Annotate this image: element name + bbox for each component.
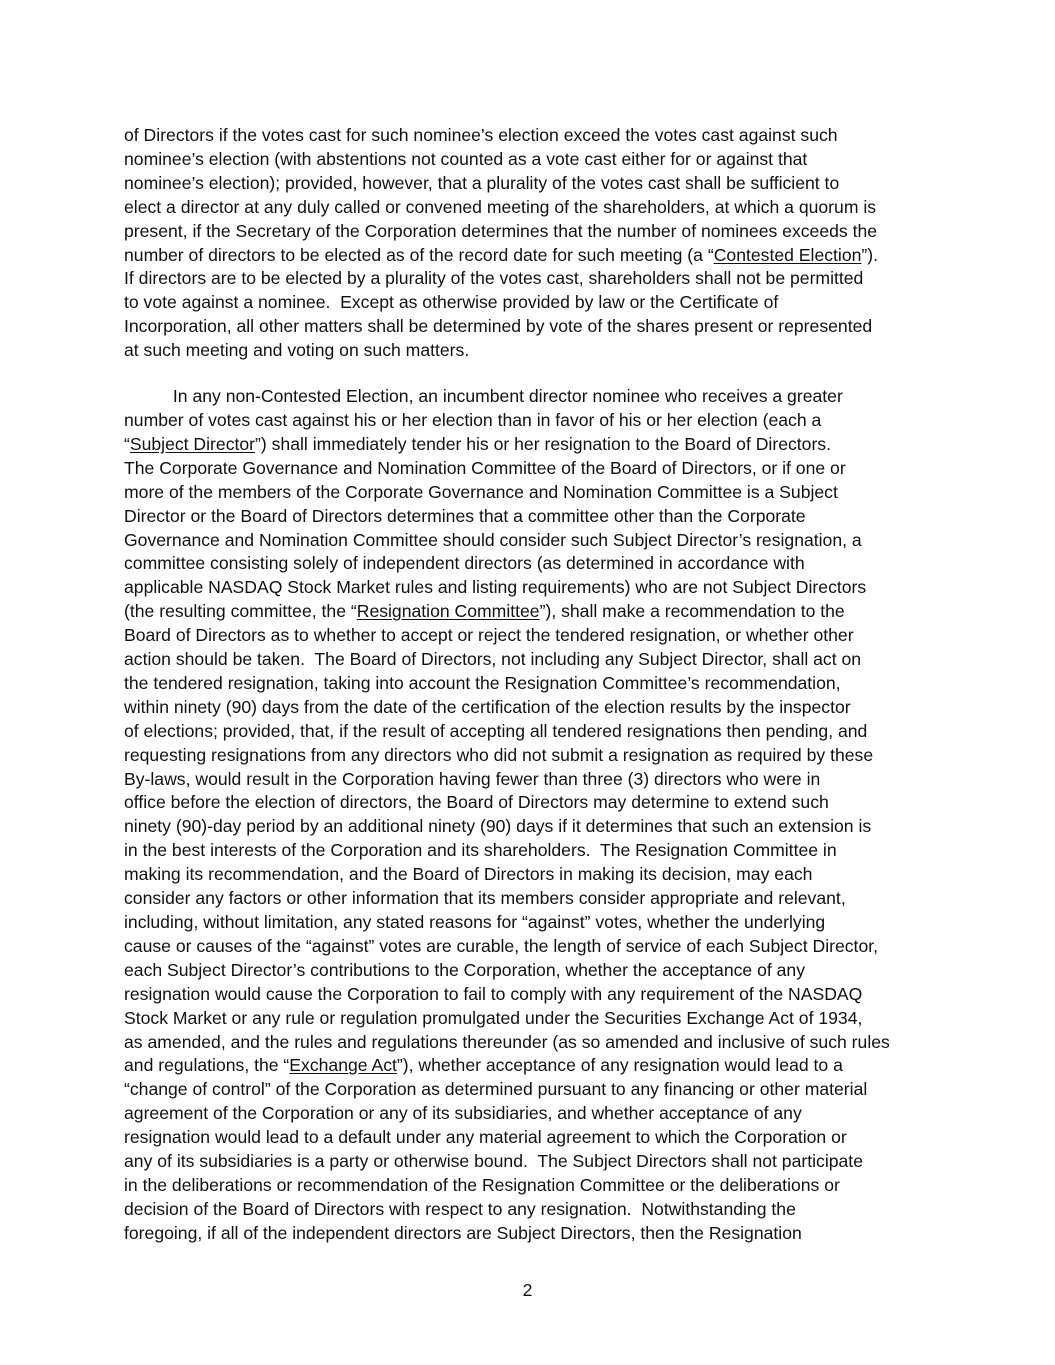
text-line: foregoing, if all of the independent directors are Subject Directors, then the Resignation [124, 1222, 802, 1243]
text-line: Incorporation, all other matters shall be determined by vote of the shares present or represented [124, 316, 873, 337]
text-line: as amended, and the rules and regulations thereunder (as so amended and inclusive of such rules [124, 1031, 890, 1052]
text-line: Governance and Nomination Committee should consider such Subject Director’s resignation, a [124, 529, 862, 550]
text-line: making its recommendation, and the Board of Directors in making its decision, may each [124, 864, 813, 885]
text-segment: ”). [861, 244, 878, 265]
page-number: 2 [522, 1280, 533, 1300]
defined-term: Subject Director [129, 433, 256, 454]
defined-term: Resignation Committee [356, 601, 540, 622]
text-line: nominee’s election (with abstentions not counted as a vote cast either for or against that [124, 148, 808, 169]
text-line: committee consisting solely of independent directors (as determined in accordance with [124, 553, 805, 574]
text-segment: ”) shall immediately tender his or her resignation to the Board of Directors. [255, 433, 831, 454]
text-line: present, if the Secretary of the Corporation determines that the number of nominees exceeds the [124, 220, 878, 241]
text-line: of elections; provided, that, if the result of accepting all tendered resignations then pending, and [124, 720, 868, 741]
paragraph-gap [124, 363, 934, 385]
text-segment: and regulations, the “ [124, 1055, 290, 1076]
text-line: ninety (90)-day period by an additional ninety (90) days if it determines that such an extension is [124, 816, 872, 837]
text-line: In any non-Contested Election, an incumbent director nominee who receives a greater [124, 386, 843, 407]
text-line: including, without limitation, any stated reasons for “against” votes, whether the underlying [124, 912, 826, 932]
defined-term: Exchange Act [289, 1055, 397, 1076]
text-line [124, 600, 934, 624]
text-segment: “ [124, 433, 130, 454]
text-line: consider any factors or other information that its members consider appropriate and relevant, [124, 888, 846, 909]
text-line: By-laws, would result in the Corporation having fewer than three (3) directors who were in [124, 768, 821, 789]
text-line: at such meeting and voting on such matters. [124, 340, 470, 361]
text-line: more of the members of the Corporate Governance and Nomination Committee is a Subject [124, 481, 838, 502]
text-line: action should be taken. The Board of Directors, not including any Subject Director, shall act on [124, 649, 862, 670]
text-line: the tendered resignation, taking into account the Resignation Committee’s recommendation, [124, 672, 841, 693]
text-line: decision of the Board of Directors with respect to any resignation. Notwithstanding the [124, 1198, 796, 1219]
text-line: any of its subsidiaries is a party or otherwise bound. The Subject Directors shall not participate [124, 1151, 863, 1172]
text-line: agreement of the Corporation or any of its subsidiaries, and whether acceptance of any [124, 1103, 802, 1124]
text-segment: number of directors to be elected as of the record date for such meeting (a “ [124, 244, 714, 265]
text-line: cause or causes of the “against” votes are curable, the length of service of each Subject Director, [124, 935, 879, 956]
text-line: Stock Market or any rule or regulation promulgated under the Securities Exchange Act of 1934, [124, 1007, 863, 1028]
text-line [124, 244, 934, 268]
text-line: applicable NASDAQ Stock Market rules and listing requirements) who are not Subject Directors [124, 577, 867, 598]
text-line: Director or the Board of Directors determines that a committee other than the Corporate [124, 505, 806, 526]
text-segment: ”), shall make a recommendation to the [539, 601, 845, 622]
text-line: The Corporate Governance and Nomination Committee of the Board of Directors, or if one or [124, 457, 846, 478]
text-segment: ”), whether acceptance of any resignation would lead to a [396, 1055, 843, 1076]
text-line: requesting resignations from any directors who did not submit a resignation as required by these [124, 744, 874, 765]
text-line: each Subject Director’s contributions to the Corporation, whether the acceptance of any [124, 959, 806, 980]
paragraph-1 [124, 124, 934, 363]
text-line: “change of control” of the Corporation as determined pursuant to any financing or other material [124, 1079, 868, 1100]
body-text [124, 124, 934, 1246]
text-line: within ninety (90) days from the date of the certification of the election results by the inspector [124, 696, 851, 717]
paragraph-2 [124, 385, 934, 1246]
text-line: If directors are to be elected by a plurality of the votes cast, shareholders shall not be permitted [124, 268, 864, 289]
text-segment: (the resulting committee, the “ [124, 601, 357, 622]
text-line [124, 1054, 934, 1078]
text-line: resignation would lead to a default under any material agreement to which the Corporation or [124, 1127, 847, 1148]
text-line: in the deliberations or recommendation of the Resignation Committee or the deliberations or [124, 1174, 840, 1195]
text-line: number of votes cast against his or her election than in favor of his or her election (each a [124, 409, 822, 430]
text-line: in the best interests of the Corporation and its shareholders. The Resignation Committee in [124, 840, 837, 861]
text-line: to vote against a nominee. Except as otherwise provided by law or the Certificate of [124, 292, 779, 313]
text-line: office before the election of directors, the Board of Directors may determine to extend such [124, 792, 829, 813]
text-line: elect a director at any duly called or convened meeting of the shareholders, at which a quorum is [124, 196, 877, 217]
text-line [124, 433, 934, 457]
defined-term: Contested Election [713, 244, 862, 265]
text-line: Board of Directors as to whether to accept or reject the tendered resignation, or whether other [124, 625, 854, 646]
text-line: nominee’s election); provided, however, that a plurality of the votes cast shall be sufficient to [124, 172, 840, 193]
text-line: of Directors if the votes cast for such nominee’s election exceed the votes cast against such [124, 125, 838, 145]
text-line: resignation would cause the Corporation to fail to comply with any requirement of the NASDAQ [124, 983, 863, 1004]
